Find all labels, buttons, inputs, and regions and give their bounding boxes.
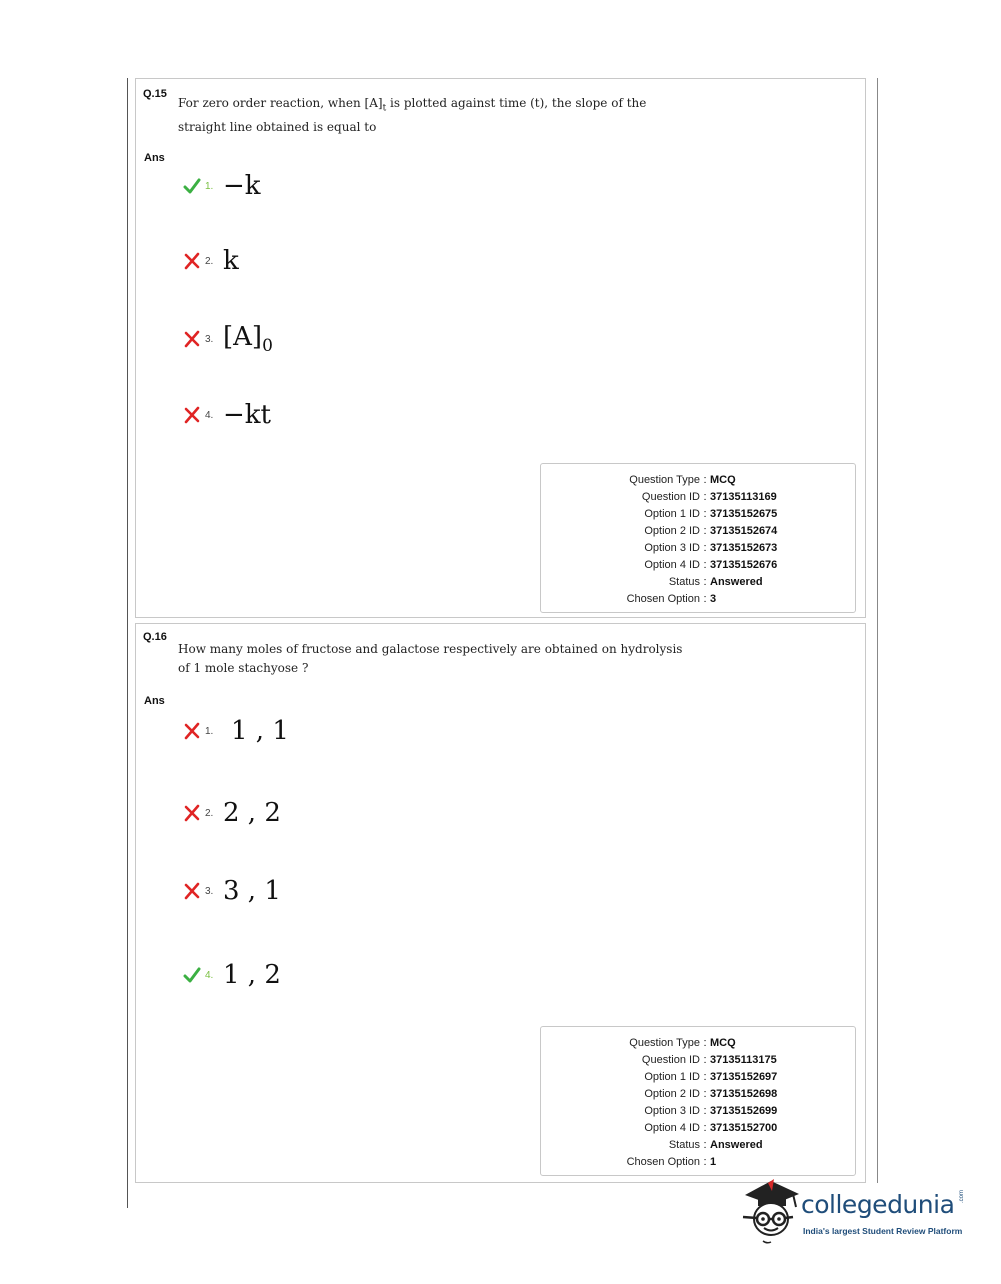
option-2: [183, 798, 281, 828]
math-expression: $[A]_t$: [364, 96, 387, 114]
meta-row-status: Status : Answered: [668, 576, 763, 588]
question-text-part: For zero order reaction, when: [178, 96, 365, 110]
question-text-line: of 1 mole stachyose ?: [178, 661, 309, 675]
option-number: 3.: [205, 885, 214, 897]
cross-icon: [183, 330, 201, 348]
option-text: k: [223, 246, 239, 276]
meta-row-question-type: Question Type : MCQ: [629, 474, 736, 486]
meta-row-option-1-id: Option 1 ID : 37135152697: [644, 1071, 778, 1083]
cross-icon: [183, 804, 201, 822]
mascot-icon: [741, 1177, 803, 1247]
option-3: [183, 322, 273, 356]
page-right-border: [877, 78, 878, 1183]
meta-row-option-4-id: Option 4 ID : 37135152676: [644, 559, 778, 571]
ans-label: Ans: [144, 152, 165, 164]
ans-label: Ans: [144, 695, 165, 707]
meta-row-question-id: Question ID : 37135113169: [641, 491, 777, 503]
meta-row-option-1-id: Option 1 ID : 37135152675: [644, 508, 778, 520]
check-icon: [183, 177, 201, 195]
option-4: [183, 960, 281, 990]
collegedunia-logo: [741, 1177, 971, 1247]
question-text: [178, 94, 646, 137]
question-number: Q.15: [143, 88, 167, 100]
option-1: [183, 171, 261, 201]
option-3: [183, 876, 281, 906]
question-meta-panel: [540, 1026, 856, 1176]
question-card-15: [135, 78, 866, 618]
option-text: 1 , 2: [223, 960, 281, 990]
meta-row-option-2-id: Option 2 ID : 37135152698: [644, 1088, 778, 1100]
meta-row-option-2-id: Option 2 ID : 37135152674: [644, 525, 778, 537]
logo-wordmark: collegedunia: [801, 1190, 955, 1219]
option-text: $[A]_0$: [223, 322, 273, 357]
meta-row-option-4-id: Option 4 ID : 37135152700: [644, 1122, 778, 1134]
meta-row-chosen-option: Chosen Option : 1: [626, 1156, 717, 1168]
question-number: Q.16: [143, 631, 167, 643]
logo-tagline: India's largest Student Review Platform: [803, 1226, 963, 1236]
meta-row-question-type: Question Type : MCQ: [629, 1037, 736, 1049]
option-number: 1.: [205, 725, 214, 737]
option-text: 3 , 1: [223, 876, 281, 906]
option-4: [183, 400, 271, 430]
option-number: 3.: [205, 333, 214, 345]
meta-row-chosen-option: Chosen Option : 3: [626, 593, 717, 605]
question-card-16: [135, 623, 866, 1183]
question-meta-panel: [540, 463, 856, 613]
check-icon: [183, 966, 201, 984]
option-2: [183, 246, 239, 276]
cross-icon: [183, 252, 201, 270]
option-number: 1.: [205, 180, 214, 192]
meta-row-option-3-id: Option 3 ID : 37135152673: [644, 542, 778, 554]
option-number: 2.: [205, 255, 214, 267]
option-text: 2 , 2: [223, 798, 281, 828]
question-text-part: is plotted against time (t), the slope of the: [386, 96, 647, 110]
meta-row-option-3-id: Option 3 ID : 37135152699: [644, 1105, 778, 1117]
option-number: 4.: [205, 409, 214, 421]
option-text: −k: [223, 171, 261, 201]
question-text-line: straight line obtained is equal to: [178, 120, 377, 135]
option-number: 4.: [205, 969, 214, 981]
meta-row-status: Status : Answered: [668, 1139, 763, 1151]
option-number: 2.: [205, 807, 214, 819]
option-1: [183, 716, 289, 746]
cross-icon: [183, 406, 201, 424]
question-text-line: How many moles of fructose and galactose respectively are obtained on hydrolysis: [178, 642, 683, 656]
meta-row-question-id: Question ID : 37135113175: [641, 1054, 777, 1066]
cross-icon: [183, 882, 201, 900]
page-left-border: [127, 78, 128, 1208]
option-text: 1 , 1: [231, 716, 289, 746]
cross-icon: [183, 722, 201, 740]
question-text: [178, 640, 682, 678]
option-text: −kt: [223, 400, 271, 430]
logo-suffix: .com: [959, 1189, 965, 1203]
